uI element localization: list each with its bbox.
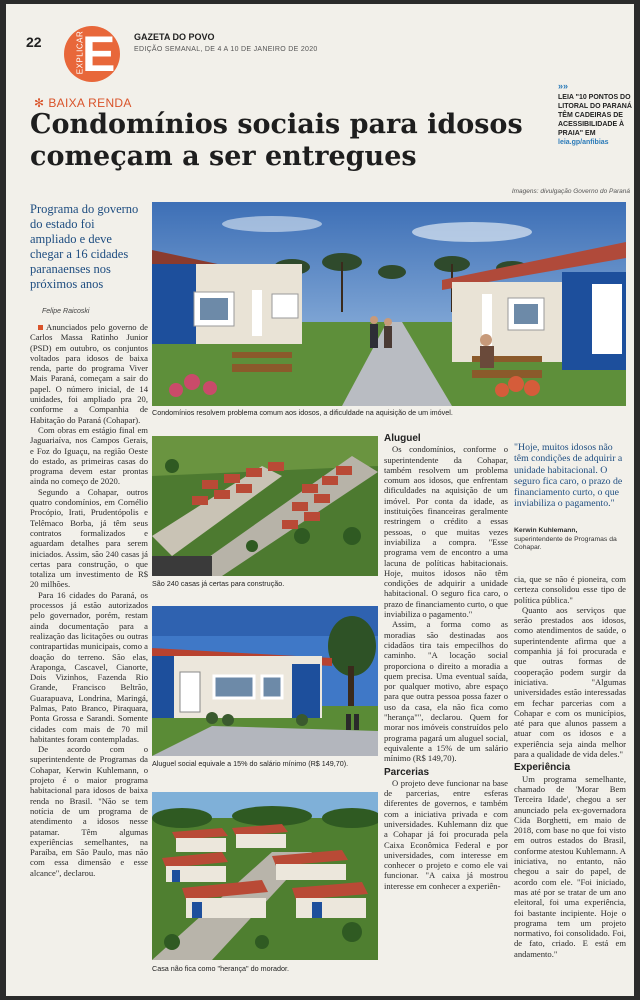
pull-quote: "Hoje, muitos idosos não têm condições de adquirir a unidade habitacional. O seguro fica caro, o prazo de financiamento curto, o que inviabiliza o pagamento." — [514, 442, 623, 510]
edition-date: EDIÇÃO SEMANAL, DE 4 A 10 DE JANEIRO DE 2020 — [134, 46, 318, 53]
body-column-1: Anunciados pelo governo de Carlos Massa Ratinho Junior (PSD) em outubro, os conjuntos voltados para idosos de baixa renda, parte do programa Viver Mais Paraná, começam a sair do papel. O número inicial, de 14 unidades, foi ampliado pra 20, conforme a Companhia de Habitação do Paraná (Cohapar). Com obras em estágio final em Jaguariaíva, nos Campos Gerais, e Foz do Iguaçu, na região Oeste do estado, as primeiras casas do programa devem estar prontas ainda no começo de 2020. Segundo a Cohapar, outros quatro condomínios, em Cornélio Procópio, Irati, Prudentópolis e Telêmaco Borba, já têm seus contratos formalizados e aguardam detalhes para serem iniciados. Assim, são 240 casas já certas para construção, o que totaliza um investimento de R$ 20 milhões. Para 16 cidades do Paraná, os processos já estão autorizados pelo governador, porém, restam ainda documentação para a realização das licitações ou outras contrapartidas municipais, como a doação do terreno. São elas, Araponga, Cascavel, Cianorte, Dois Vizinhos, Fazenda Rio Grande, Francisco Beltrão, Guarapuava, Londrina, Maringá, Palmas, Pato Branco, Piraquara, Ponta Grossa e Sarandi. Somente cidades com mais de 70 mil habitantes foram contempladas. De acordo com o superintendente de Programas da Cohapar, Kerwin Kuhlemann, o projeto é o maior programa habitacional para idosos de baixa renda no Brasil. "Não se tem notícia de um programa de atendimento a idosos nesse patamar. Têm algumas experiências semelhantes, na Paraíba, em São Paulo, mas não com essa dimensão e esse alcance", declarou. — [30, 322, 148, 878]
subhead-experiencia: Experiência — [514, 762, 571, 774]
caption-photo-3: Aluguel social equivale a 15% do salário mínimo (R$ 149,70). — [152, 759, 349, 768]
photo-houses-rows — [152, 792, 378, 960]
square-bullet-icon — [38, 325, 43, 330]
photo-aerial-view — [152, 436, 378, 576]
related-link[interactable]: leia.gp/anfibias — [558, 139, 609, 146]
section-label: ✻ BAIXA RENDA — [34, 96, 132, 110]
body-column-4: cia, que se não é pioneira, com certeza consolidou esse tipo de política pública." Quanto aos serviços que serão prestados aos idosos, como atendimentos de saúde, o superintendente afirma que a companhia já foi procurada e que outras formas de cooperação podem surgir da iniciativa. "Algumas universidades estão interessadas em fechar parcerias com a Cohapar e com os municípios, até para que alunos passem a atuar com os idosos e a experiência seja ainda melhor para a qualidade de vida deles." Experiência Um programa semelhante, chamado de 'Morar Bem Terceira Idade', chegou a ser anunciado pela ex-governadora Cida Borghetti, em maio de 2018, com base no que foi visto em outros estados do Brasil, conforme atestou Kuhlemann. A iniciativa, no entanto, não chegou a sair do papel, de acordo com ele. "Foi iniciado, mas até por se tratar de um ano eleitoral, foi uma experiência, foi bastante incipiente. Hoje o programa tem um projeto normativo, foi consolidado. Foi, de fato, criado. E está em andamento." — [514, 574, 626, 959]
subhead-parcerias: Parcerias — [384, 766, 430, 778]
body-column-3: Aluguel Os condomínios, conforme o superintendente da Cohapar, também resolvem um problema comum aos idosos, que enfrentam dificuldades na aquisição de um imóvel. Por conta da idade, as instituições financeiras geralmente restringem o crédito a essas pessoas, o que muitas vezes inviabiliza a compra. "Esse programa vem de encontro a uma lacuna de políticas habitacionais. Hoje, muitos idosos não têm condições de adquirir a unidade habitacional. O seguro fica caro, o prazo de financiamento curto, o que inviabiliza o pagamento." Assim, a forma como as moradias são destinadas aos cidadãos tira tais empecilhos do caminho. "A locação social proporciona o direito a moradia a quem precisa. Uma eventual saída, por qualquer motivo, abre espaço para que outra pessoa possa fazer o uso da casa, ela não fica como "herança"", declarou. Quem for morar nos imóveis construídos pelo programa pagará um aluguel social, equivalente a 15% de um salário mínimo (R$ 149,70). Parcerias O projeto deve funcionar na base de parcerias, entre esferas diferentes de governos, e também com a iniciativa privada e com universidades. Kuhlemann diz que a Cohapar já foi procurada pela Caixa Econômica Federal e por universidades, com interesse em conhecer o projeto e como ele vai funcionar. "A caixa já mostrou interesse em conhecer a experiên- — [384, 433, 508, 891]
photo-condominium-street — [152, 202, 626, 406]
photo-house-facade — [152, 606, 378, 756]
caption-photo-1: Condomínios resolvem problema comum aos idosos, a dificuldade na aquisição de um imóvel. — [152, 408, 453, 417]
page-number: 22 — [26, 34, 42, 50]
caption-photo-2: São 240 casas já certas para construção. — [152, 579, 285, 588]
explicar-logo — [64, 26, 120, 82]
caption-photo-4: Casa não fica como "herança" do morador. — [152, 964, 289, 973]
logo-vertical-text: EXPLICAR — [75, 30, 85, 75]
logo-letter: E — [82, 26, 116, 82]
lede: Programa do governo do estado foi ampliado e deve chegar a 16 cidades paranaenses nos próximos anos — [30, 202, 139, 291]
byline: Felipe Raicoski — [42, 308, 90, 315]
quote-author: Kerwin Kuhlemann, superintendente de Programas da Cohapar. — [514, 527, 617, 551]
related-link-box: »» LEIA "10 PONTOS DO LITORAL DO PARANÁ TÊM CADEIRAS DE ACESSIBILIDADE À PRAIA" EM leia.gp/anfibias — [558, 81, 632, 146]
headline: Condomínios sociais para idosos começam a ser entregues — [30, 109, 523, 172]
subhead-aluguel: Aluguel — [384, 433, 421, 444]
image-credit: Imagens: divulgação Governo do Paraná — [511, 188, 630, 195]
double-chevron-icon: »» — [558, 81, 569, 91]
publication-name: GAZETA DO POVO — [134, 32, 215, 42]
asterisk-icon: ✻ — [34, 96, 45, 110]
newspaper-page — [6, 4, 634, 996]
